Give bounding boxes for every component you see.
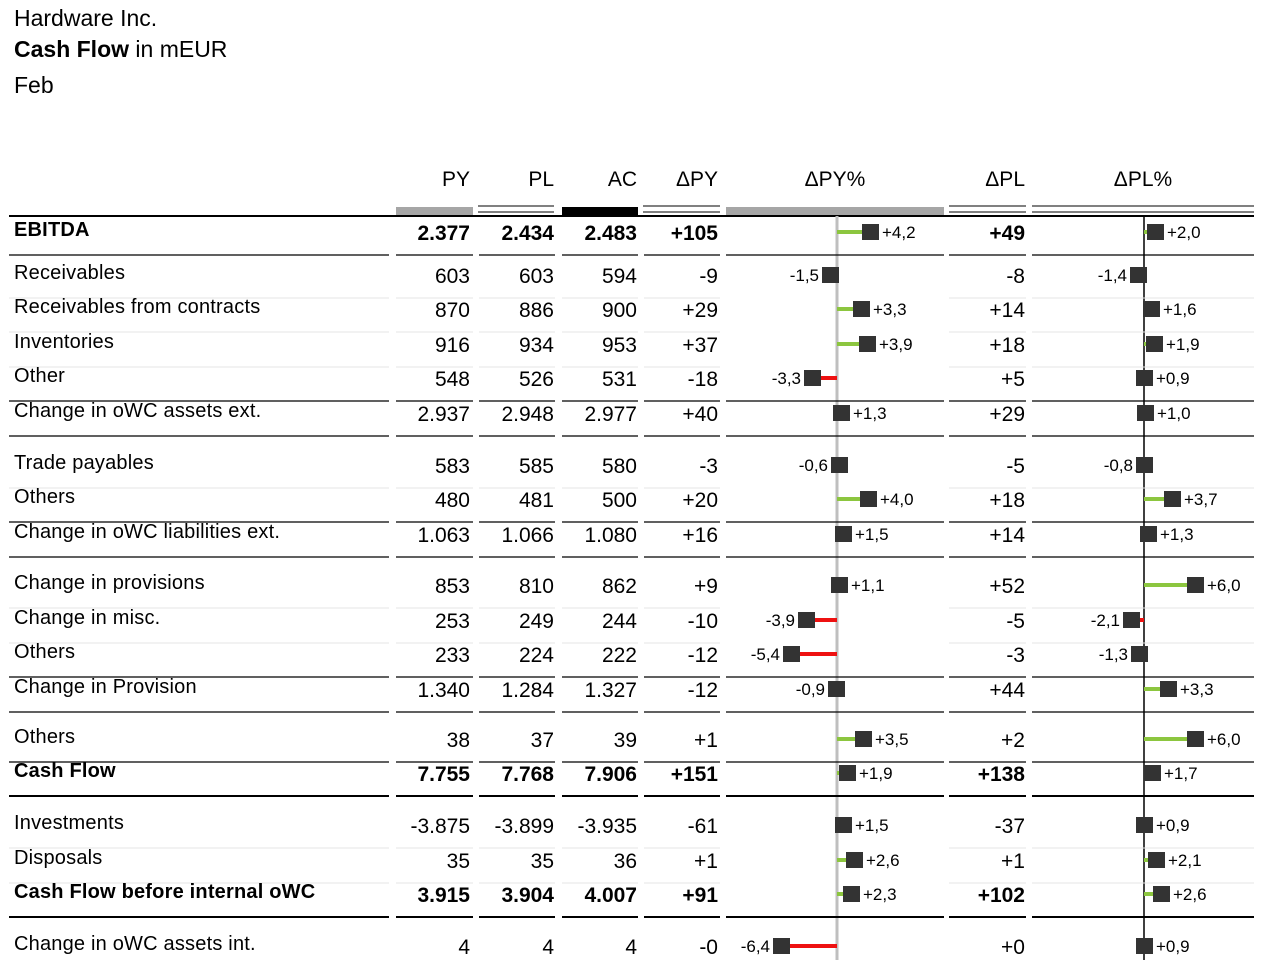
- dpl-pct-marker: [1123, 612, 1140, 628]
- dpy-pct-marker: [835, 817, 852, 833]
- cell-py: -3.875: [410, 815, 470, 838]
- dpl-pct-marker: [1136, 457, 1153, 473]
- dpy-pct-label: +3,5: [875, 730, 909, 749]
- dpl-pct-marker: [1136, 938, 1153, 954]
- dpy-pct-label: -3,9: [765, 611, 795, 630]
- cell-pl: 886: [518, 299, 554, 322]
- cell-dpy: -61: [687, 815, 718, 838]
- cell-dpl: +49: [989, 222, 1025, 245]
- cell-pl: 1.066: [501, 524, 554, 547]
- dpy-pct-marker: [859, 336, 876, 352]
- row-label: Cash Flow: [14, 760, 116, 782]
- cell-pl: 1.284: [501, 679, 554, 702]
- cell-py: 2.937: [417, 403, 470, 426]
- cell-ac: 2.977: [584, 403, 637, 426]
- dpy-pct-marker: [798, 612, 815, 628]
- row-label: Disposals: [14, 847, 103, 869]
- dpy-pct-label: -0,9: [795, 680, 825, 699]
- cell-dpl: +0: [1001, 936, 1025, 959]
- dpy-pct-label: +1,5: [855, 816, 889, 835]
- dpy-pct-label: -6,4: [740, 937, 770, 956]
- dpl-pct-label: +1,0: [1157, 404, 1191, 423]
- cell-pl: 2.434: [501, 222, 554, 245]
- dpy-pct-label: -5,4: [750, 645, 780, 664]
- dpy-pct-label: +2,6: [866, 851, 900, 870]
- dpy-pct-marker: [783, 646, 800, 662]
- cell-dpy: -3: [699, 455, 718, 478]
- cell-dpl: +102: [977, 884, 1025, 907]
- dpy-pct-marker: [855, 731, 872, 747]
- cell-pl: 526: [518, 368, 554, 391]
- dpl-pct-label: +1,6: [1163, 300, 1197, 319]
- dpy-pct-header-bar: [726, 207, 944, 215]
- dpl-pct-marker: [1164, 491, 1181, 507]
- dpy-pct-marker: [853, 301, 870, 317]
- cell-pl: 2.948: [501, 403, 554, 426]
- cell-dpl: -37: [994, 815, 1025, 838]
- cell-dpy: +20: [682, 489, 718, 512]
- dpy-pct-label: +4,0: [880, 490, 914, 509]
- col-header-dpl-pct: ΔPL%: [1113, 168, 1173, 191]
- dpy-pct-marker: [862, 224, 879, 240]
- cell-dpl: -5: [1006, 610, 1025, 633]
- cell-dpy: +1: [694, 850, 718, 873]
- cell-ac: -3.935: [577, 815, 637, 838]
- cell-dpl: +18: [989, 334, 1025, 357]
- cell-py: 2.377: [417, 222, 470, 245]
- col-header-pl: PL: [528, 168, 554, 191]
- dpl-pct-marker: [1147, 224, 1164, 240]
- row-label: Investments: [14, 812, 125, 834]
- report-title-bold: Cash Flow: [14, 36, 130, 62]
- dpl-pct-marker: [1148, 852, 1165, 868]
- cell-ac: 2.483: [584, 222, 637, 245]
- cell-py: 853: [434, 575, 470, 598]
- cell-py: 253: [434, 610, 470, 633]
- dpl-pct-marker: [1153, 886, 1170, 902]
- cell-pl: 603: [518, 265, 554, 288]
- col-header-dpl: ΔPL: [985, 168, 1025, 191]
- dpl-pct-label: +2,0: [1167, 223, 1201, 242]
- cell-dpy: +37: [682, 334, 718, 357]
- cell-ac: 36: [613, 850, 637, 873]
- row-label: Other: [14, 365, 66, 387]
- dpy-pct-label: -3,3: [771, 369, 801, 388]
- cell-ac: 4: [625, 936, 637, 959]
- row-label: Change in oWC assets int.: [14, 933, 256, 955]
- dpl-pct-label: +0,9: [1156, 937, 1190, 956]
- cell-dpl: +2: [1001, 729, 1025, 752]
- col-header-ac: AC: [607, 168, 637, 191]
- report-title-unit: in mEUR: [129, 36, 228, 62]
- cell-pl: 810: [518, 575, 554, 598]
- dpl-pct-label: -1,4: [1097, 266, 1127, 285]
- cell-py: 7.755: [417, 763, 470, 786]
- cell-dpy: -12: [687, 679, 718, 702]
- cell-ac: 1.080: [584, 524, 637, 547]
- cell-dpl: +1: [1001, 850, 1025, 873]
- col-header-dpy-pct: ΔPY%: [804, 168, 866, 191]
- row-label: Cash Flow before internal oWC: [14, 881, 316, 903]
- dpl-pct-marker: [1140, 526, 1157, 542]
- dpy-pct-label: +1,5: [855, 525, 889, 544]
- cell-py: 583: [434, 455, 470, 478]
- cell-pl: 934: [518, 334, 554, 357]
- company-name: Hardware Inc.: [14, 5, 158, 31]
- cell-dpl: +14: [989, 299, 1025, 322]
- dpl-pct-marker: [1137, 405, 1154, 421]
- row-label: Receivables: [14, 262, 126, 284]
- report-period: Feb: [14, 72, 54, 98]
- dpy-pct-marker: [835, 526, 852, 542]
- cell-py: 38: [446, 729, 470, 752]
- cell-ac: 500: [601, 489, 637, 512]
- row-label: Others: [14, 726, 76, 748]
- dpl-pct-label: +6,0: [1207, 576, 1241, 595]
- cell-dpy: -18: [687, 368, 718, 391]
- cell-dpy: -0: [699, 936, 718, 959]
- dpl-pct-marker: [1144, 765, 1161, 781]
- dpy-pct-marker: [846, 852, 863, 868]
- cell-dpy: -10: [687, 610, 718, 633]
- py-header-bar: [396, 207, 473, 215]
- dpy-pct-label: +3,9: [879, 335, 913, 354]
- cell-dpy: -12: [687, 644, 718, 667]
- cell-ac: 4.007: [584, 884, 637, 907]
- dpl-pct-label: -1,3: [1098, 645, 1128, 664]
- cell-pl: 7.768: [501, 763, 554, 786]
- dpl-pct-label: +2,1: [1168, 851, 1202, 870]
- cell-dpl: +29: [989, 403, 1025, 426]
- row-label: EBITDA: [14, 219, 90, 241]
- cell-dpl: +14: [989, 524, 1025, 547]
- cell-ac: 953: [601, 334, 637, 357]
- dpy-pct-label: -0,6: [798, 456, 828, 475]
- cell-dpl: +18: [989, 489, 1025, 512]
- dpl-pct-marker: [1146, 336, 1163, 352]
- cell-py: 870: [434, 299, 470, 322]
- cell-dpl: -5: [1006, 455, 1025, 478]
- dpl-pct-label: +3,7: [1184, 490, 1218, 509]
- cell-py: 1.340: [417, 679, 470, 702]
- cell-pl: 37: [530, 729, 554, 752]
- cell-pl: 224: [518, 644, 554, 667]
- row-label: Change in oWC assets ext.: [14, 400, 262, 422]
- dpl-pct-label: +0,9: [1156, 816, 1190, 835]
- cell-dpy: +151: [670, 763, 718, 786]
- dpl-pct-label: +2,6: [1173, 885, 1207, 904]
- row-label: Change in misc.: [14, 607, 161, 629]
- dpl-pct-marker: [1143, 301, 1160, 317]
- dpl-pct-label: +1,3: [1160, 525, 1194, 544]
- cell-pl: 249: [518, 610, 554, 633]
- cell-py: 3.915: [417, 884, 470, 907]
- row-label: Others: [14, 486, 76, 508]
- cell-dpy: +40: [682, 403, 718, 426]
- col-header-dpy: ΔPY: [675, 168, 718, 191]
- cell-pl: 481: [518, 489, 554, 512]
- cell-pl: 4: [542, 936, 554, 959]
- dpy-pct-marker: [822, 267, 839, 283]
- dpy-pct-marker: [804, 370, 821, 386]
- dpy-pct-marker: [860, 491, 877, 507]
- row-label: Change in oWC liabilities ext.: [14, 521, 281, 543]
- cell-py: 548: [434, 368, 470, 391]
- cell-ac: 594: [601, 265, 637, 288]
- row-label: Change in provisions: [14, 572, 205, 594]
- dpl-pct-label: -2,1: [1090, 611, 1120, 630]
- dpl-pct-marker: [1187, 731, 1204, 747]
- cell-py: 480: [434, 489, 470, 512]
- cell-py: 35: [446, 850, 470, 873]
- cell-ac: 580: [601, 455, 637, 478]
- ac-header-bar: [562, 207, 638, 215]
- dpy-pct-label: +3,3: [873, 300, 907, 319]
- cell-ac: 244: [601, 610, 637, 633]
- cell-pl: 3.904: [501, 884, 554, 907]
- dpl-pct-marker: [1160, 681, 1177, 697]
- cell-py: 1.063: [417, 524, 470, 547]
- dpy-pct-label: -1,5: [789, 266, 819, 285]
- dpy-pct-label: +2,3: [863, 885, 897, 904]
- dpl-pct-marker: [1131, 646, 1148, 662]
- cell-py: 916: [434, 334, 470, 357]
- row-label: Change in Provision: [14, 676, 197, 698]
- dpy-pct-marker: [831, 457, 848, 473]
- cell-dpl: +5: [1001, 368, 1025, 391]
- dpl-pct-marker: [1136, 817, 1153, 833]
- cell-py: 233: [434, 644, 470, 667]
- dpy-pct-marker: [831, 577, 848, 593]
- row-label: Inventories: [14, 331, 115, 353]
- dpl-pct-marker: [1130, 267, 1147, 283]
- cell-dpl: -8: [1006, 265, 1025, 288]
- cell-ac: 900: [601, 299, 637, 322]
- dpy-pct-label: +1,1: [851, 576, 885, 595]
- row-label: Receivables from contracts: [14, 296, 261, 318]
- cell-py: 603: [434, 265, 470, 288]
- cell-dpy: +105: [670, 222, 718, 245]
- dpy-pct-marker: [773, 938, 790, 954]
- dpy-pct-marker: [839, 765, 856, 781]
- row-label: Others: [14, 641, 76, 663]
- dpl-pct-label: +3,3: [1180, 680, 1214, 699]
- cell-dpl: -3: [1006, 644, 1025, 667]
- dpy-pct-label: +1,3: [853, 404, 887, 423]
- cell-ac: 862: [601, 575, 637, 598]
- cell-dpy: +9: [694, 575, 718, 598]
- row-label: Trade payables: [14, 452, 154, 474]
- cell-pl: -3.899: [494, 815, 554, 838]
- cell-dpy: +91: [682, 884, 718, 907]
- dpl-pct-marker: [1136, 370, 1153, 386]
- dpl-pct-label: +1,9: [1166, 335, 1200, 354]
- cell-ac: 1.327: [584, 679, 637, 702]
- dpl-pct-label: +1,7: [1164, 764, 1198, 783]
- dpy-pct-label: +4,2: [882, 223, 916, 242]
- cell-ac: 39: [613, 729, 637, 752]
- cell-dpl: +44: [989, 679, 1025, 702]
- dpy-pct-marker: [843, 886, 860, 902]
- dpy-pct-label: +1,9: [859, 764, 893, 783]
- cell-ac: 7.906: [584, 763, 637, 786]
- cell-dpy: +1: [694, 729, 718, 752]
- dpl-pct-label: +6,0: [1207, 730, 1241, 749]
- cell-ac: 531: [601, 368, 637, 391]
- cell-dpl: +138: [977, 763, 1025, 786]
- cell-py: 4: [458, 936, 470, 959]
- dpl-pct-label: +0,9: [1156, 369, 1190, 388]
- cell-pl: 585: [518, 455, 554, 478]
- cell-dpy: +29: [682, 299, 718, 322]
- cell-pl: 35: [530, 850, 554, 873]
- cell-ac: 222: [601, 644, 637, 667]
- dpy-pct-marker: [828, 681, 845, 697]
- col-header-py: PY: [441, 168, 470, 191]
- cell-dpl: +52: [989, 575, 1025, 598]
- dpy-pct-marker: [833, 405, 850, 421]
- dpl-pct-marker: [1187, 577, 1204, 593]
- dpl-pct-label: -0,8: [1103, 456, 1133, 475]
- cell-dpy: +16: [682, 524, 718, 547]
- cell-dpy: -9: [699, 265, 718, 288]
